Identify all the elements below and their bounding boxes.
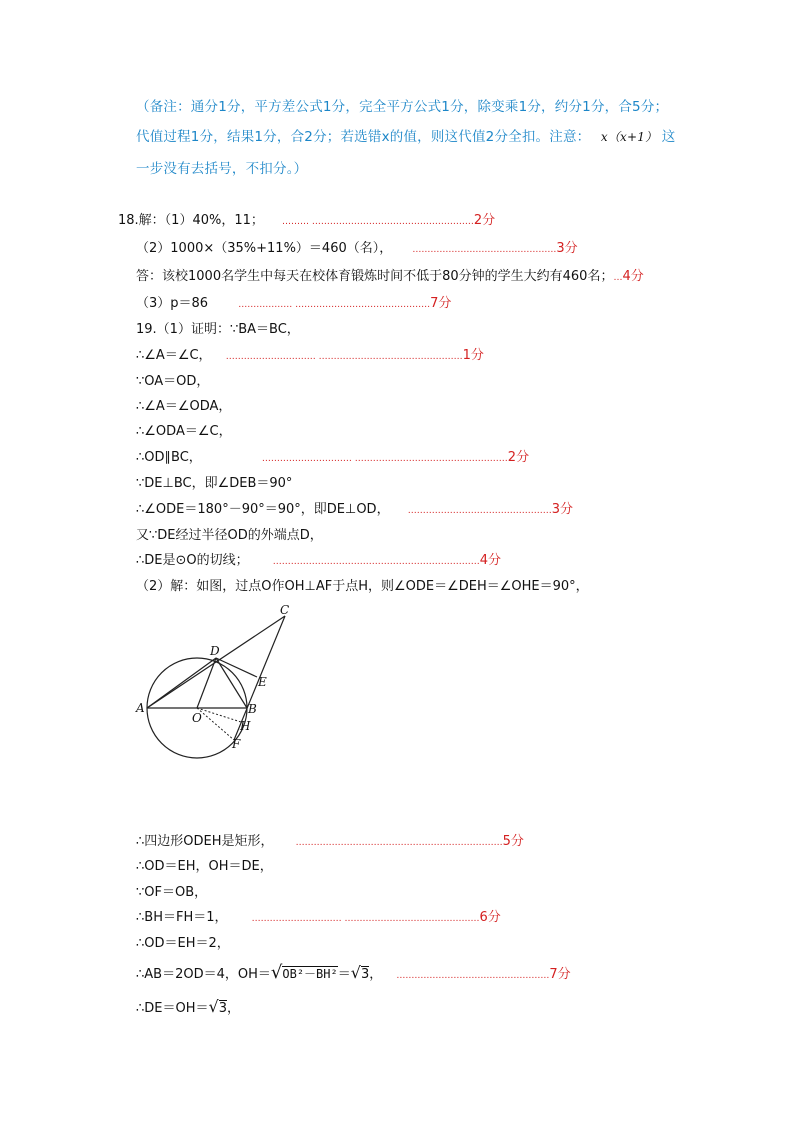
- q19-line-2: [136, 347, 484, 366]
- label-o: O: [192, 711, 202, 725]
- score: 1分: [462, 348, 484, 363]
- segment-ac: [147, 616, 285, 708]
- score: 5分: [502, 834, 524, 849]
- leader-dots: ……………………………………………: [396, 971, 550, 981]
- q18-part-1-text: 18.解：（1）40%，11；: [118, 213, 264, 228]
- q19-line-8: [136, 501, 573, 520]
- q19-line-9: 又∵DE经过半径OD的外端点D，: [136, 528, 323, 543]
- note-line-2-end: 这: [661, 129, 676, 145]
- note-line-1: （备注：通分1分，平方差公式1分，完全平方公式1分，除变乘1分，约分1分，合5分；: [136, 99, 669, 115]
- q18-part-3: [136, 295, 451, 314]
- radicand: 3: [218, 1001, 227, 1016]
- radicand: 3: [360, 967, 370, 982]
- q19-line-13: ∴OD＝EH，OH＝DE，: [136, 859, 273, 874]
- q19-line-6: [136, 449, 529, 468]
- q19-line-15-text: ∴BH＝FH＝1，: [136, 910, 228, 925]
- segment-oh: [197, 708, 241, 722]
- leader-dots: ……………………………………………………………: [272, 557, 480, 567]
- q19-line-3: ∵OA＝OD，: [136, 374, 210, 389]
- note-line-2-text: 代值过程1分，结果1分，合2分；若选错x的值，则这代值2分全扣。注意：: [136, 129, 591, 145]
- q18-part-2-text: （2）1000×（35%+11%）＝460（名），: [136, 241, 393, 256]
- q19-line-8-text: ∴∠ODE＝180°－90°＝90°，即DE⊥OD，: [136, 502, 390, 517]
- label-h: H: [240, 719, 251, 733]
- q19-line-6-text: ∴OD∥BC，: [136, 450, 202, 465]
- q18-answer: [136, 268, 644, 287]
- leader-dots: …………………………………………: [412, 245, 557, 255]
- label-f: F: [232, 737, 241, 751]
- q19-line-2-text: ∴∠A＝∠C，: [136, 348, 212, 363]
- score: 7分: [549, 967, 571, 982]
- q19-line-12: [136, 833, 524, 852]
- label-e: E: [258, 675, 267, 689]
- q19-line-18: [136, 998, 240, 1018]
- q19-line-5: ∴∠ODA＝∠C，: [136, 424, 232, 439]
- label-d: D: [210, 644, 220, 658]
- leader-dots: …………………………………………: [407, 506, 552, 516]
- score: 4分: [479, 553, 502, 568]
- geometry-figure: [130, 600, 310, 760]
- leader-dots: ………………………… ………………………………………: [251, 914, 480, 924]
- q19-line-18-text: ∴DE＝OH＝: [136, 1001, 209, 1016]
- note-line-3: 一步没有去括号，不扣分。）: [136, 161, 308, 177]
- leader-dots: ……………… ………………………………………: [238, 300, 431, 310]
- q19-line-7: ∵DE⊥BC，即∠DEB＝90°: [136, 476, 293, 491]
- leader-dots: …: [613, 273, 623, 283]
- score: 3分: [556, 241, 578, 256]
- q18-part-1: [118, 212, 495, 231]
- label-a: A: [136, 701, 145, 715]
- leader-dots: ………………………… …………………………………………: [225, 352, 463, 362]
- segment-of: [197, 708, 234, 740]
- q19-line-12-text: ∴四边形ODEH是矩形，: [136, 834, 274, 849]
- q19-line-10-text: ∴DE是⊙O的切线；: [136, 553, 249, 568]
- q18-part-2: [136, 240, 578, 259]
- q18-answer-text: 答：该校1000名学生中每天在校体育锻炼时间不低于80分钟的学生大约有460名；: [136, 269, 614, 284]
- q19-line-16: ∴OD＝EH＝2，: [136, 936, 230, 951]
- note-line-2: [136, 128, 676, 146]
- sqrt-sign: √: [270, 962, 283, 983]
- comma: ，: [369, 967, 383, 982]
- q19-line-1: 19.（1）证明：∵BA＝BC，: [136, 322, 300, 337]
- leader-dots: ………………………… ……………………………………………: [261, 454, 508, 464]
- q19-line-10: [136, 552, 501, 571]
- radicand: OB²－BH²: [282, 967, 338, 981]
- q19-line-17-text: ∴AB＝2OD＝4，OH＝: [136, 967, 271, 982]
- score: 7分: [430, 296, 452, 311]
- q19-line-4: ∴∠A＝∠ODA，: [136, 399, 232, 414]
- equals: ＝: [337, 967, 351, 982]
- sqrt-sign: √: [208, 997, 219, 1016]
- note-expression: x（x+1）: [600, 130, 658, 144]
- q19-line-17: [136, 964, 571, 985]
- q19-line-15: [136, 909, 501, 928]
- sqrt-sign: √: [350, 963, 361, 982]
- comma: ，: [227, 1001, 241, 1016]
- leader-dots: ……………………………………………………………: [295, 838, 503, 848]
- score: 2分: [507, 450, 530, 465]
- label-c: C: [280, 603, 290, 617]
- leader-dots: ……… ………………………………………………: [282, 217, 474, 227]
- score: 6分: [479, 910, 501, 925]
- score: 3分: [551, 502, 573, 517]
- score: 2分: [473, 213, 496, 228]
- score: 4分: [622, 269, 644, 284]
- q19-line-14: ∵OF＝OB，: [136, 885, 208, 900]
- label-b: B: [248, 702, 257, 716]
- q19-line-11: （2）解：如图，过点O作OH⊥AF于点H，则∠ODE＝∠DEH＝∠OHE＝90°，: [136, 579, 589, 594]
- q18-part-3-text: （3）p＝86: [136, 296, 209, 311]
